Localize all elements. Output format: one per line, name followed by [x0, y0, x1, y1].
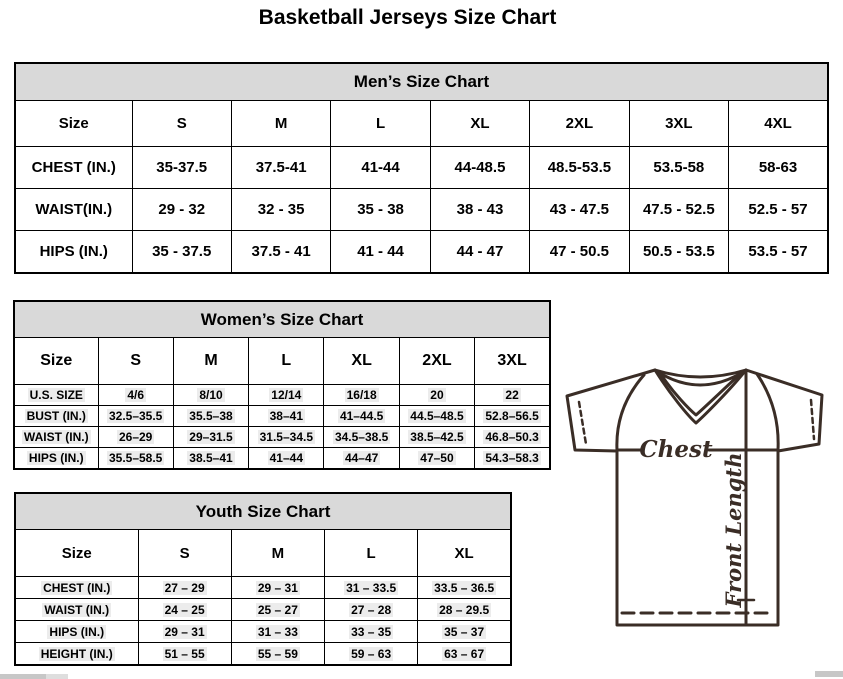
value-text: 38.5–42.5: [410, 430, 464, 444]
row-label-text: HIPS (IN.): [49, 624, 105, 639]
value-cell: [173, 385, 248, 406]
value-cell: 44-48.5: [430, 147, 529, 189]
value-cell: 58-63: [729, 147, 828, 189]
value-cell: 35 - 37.5: [132, 231, 231, 274]
value-cell: 44 - 47: [430, 231, 529, 274]
youth-table-title: Youth Size Chart: [15, 493, 511, 530]
column-header: XL: [324, 338, 399, 385]
column-header: S: [98, 338, 173, 385]
value-text: 8/10: [199, 388, 223, 402]
value-cell: 35-37.5: [132, 147, 231, 189]
row-label-text: HIPS (IN.): [28, 451, 84, 465]
value-text: 24 – 25: [164, 602, 205, 617]
value-cell: [98, 427, 173, 448]
scrollbar-corner-fragment[interactable]: [815, 671, 843, 677]
value-cell: [418, 577, 511, 599]
value-cell: [249, 385, 324, 406]
value-cell: 53.5-58: [629, 147, 728, 189]
table-row: [15, 621, 511, 643]
value-text: 35 – 37: [444, 624, 485, 639]
value-cell: 47 - 50.5: [530, 231, 629, 274]
value-cell: 48.5-53.5: [530, 147, 629, 189]
row-label: CHEST (IN.): [15, 147, 132, 189]
value-text: 44–47: [344, 451, 379, 465]
value-text: 12/14: [271, 388, 302, 402]
table-row: [14, 448, 550, 470]
value-text: 26–29: [118, 430, 153, 444]
value-text: 54.3–58.3: [485, 451, 539, 465]
value-cell: 50.5 - 53.5: [629, 231, 728, 274]
row-label: [15, 599, 138, 621]
value-cell: [475, 385, 550, 406]
value-cell: [98, 448, 173, 470]
value-cell: 47.5 - 52.5: [629, 189, 728, 231]
value-cell: [138, 599, 231, 621]
row-label: [15, 577, 138, 599]
value-cell: [138, 643, 231, 666]
column-header: M: [231, 530, 324, 577]
value-text: 20: [430, 388, 444, 402]
jersey-body-outline: [567, 370, 822, 625]
value-cell: [173, 427, 248, 448]
value-text: 41–44.5: [339, 409, 384, 423]
value-text: 32.5–35.5: [108, 409, 163, 423]
table-row: [15, 189, 828, 231]
table-title-row: [14, 301, 550, 338]
table-row: [14, 406, 550, 427]
value-text: 31 – 33.5: [346, 580, 397, 595]
value-cell: [325, 599, 418, 621]
value-cell: [324, 385, 399, 406]
column-header: L: [331, 101, 430, 147]
value-cell: [98, 385, 173, 406]
table-row: [14, 427, 550, 448]
value-text: 29 – 31: [164, 624, 205, 639]
value-cell: [249, 448, 324, 470]
table-row: [14, 385, 550, 406]
value-cell: [231, 621, 324, 643]
table-title-row: [15, 493, 511, 530]
left-sleeve-hem-dashed: [579, 402, 586, 444]
value-text: 4/6: [127, 388, 144, 402]
value-text: 16/18: [346, 388, 377, 402]
value-cell: 29 - 32: [132, 189, 231, 231]
value-text: 51 – 55: [164, 646, 205, 661]
value-cell: 41-44: [331, 147, 430, 189]
column-header: Size: [15, 530, 138, 577]
value-text: 27 – 28: [351, 602, 392, 617]
value-text: 46.8–50.3: [485, 430, 539, 444]
value-text: 25 – 27: [257, 602, 298, 617]
value-text: 55 – 59: [257, 646, 298, 661]
column-header: 2XL: [399, 338, 474, 385]
horizontal-scrollbar-thumb[interactable]: [0, 674, 46, 679]
value-text: 29 – 31: [257, 580, 298, 595]
value-text: 29–31.5: [189, 430, 233, 444]
value-cell: [249, 406, 324, 427]
row-label: [15, 643, 138, 666]
womens-size-table: [13, 300, 551, 470]
horizontal-scrollbar-track[interactable]: [46, 674, 68, 679]
chest-label: Chest: [639, 436, 713, 463]
value-cell: 32 - 35: [231, 189, 330, 231]
value-cell: 43 - 47.5: [530, 189, 629, 231]
womens-table-title: Women’s Size Chart: [14, 301, 550, 338]
value-cell: [475, 448, 550, 470]
front-length-label: Front Length: [721, 452, 746, 608]
row-label-text: HEIGHT (IN.): [40, 646, 113, 661]
value-cell: 38 - 43: [430, 189, 529, 231]
value-text: 38.5–41: [189, 451, 233, 465]
value-cell: [98, 406, 173, 427]
value-text: 47–50: [420, 451, 454, 465]
table-row: [15, 577, 511, 599]
row-label: [15, 621, 138, 643]
value-cell: [325, 577, 418, 599]
row-label-text: CHEST (IN.): [43, 580, 111, 595]
value-text: 44.5–48.5: [410, 409, 464, 423]
column-header: Size: [14, 338, 98, 385]
value-cell: [173, 406, 248, 427]
value-cell: [231, 577, 324, 599]
value-text: 38–41: [269, 409, 303, 423]
jersey-outline-icon: [558, 360, 843, 670]
value-cell: [324, 448, 399, 470]
value-cell: [324, 406, 399, 427]
table-row: [15, 231, 828, 274]
value-cell: 41 - 44: [331, 231, 430, 274]
table-row: [15, 599, 511, 621]
table-row: [15, 147, 828, 189]
value-text: 33 – 35: [351, 624, 392, 639]
value-cell: 35 - 38: [331, 189, 430, 231]
right-armhole-seam: [757, 374, 778, 450]
value-cell: [325, 643, 418, 666]
column-header: M: [231, 101, 330, 147]
value-cell: 37.5-41: [231, 147, 330, 189]
column-header-row: [14, 338, 550, 385]
column-header: 3XL: [629, 101, 728, 147]
value-text: 63 – 67: [444, 646, 485, 661]
column-header: M: [173, 338, 248, 385]
value-text: 28 – 29.5: [439, 602, 490, 617]
value-cell: [231, 599, 324, 621]
jersey-measurement-diagram: [558, 360, 843, 670]
value-cell: 52.5 - 57: [729, 189, 828, 231]
value-text: 31 – 33: [257, 624, 298, 639]
value-cell: [325, 621, 418, 643]
column-header: S: [138, 530, 231, 577]
column-header-row: [15, 101, 828, 147]
value-cell: [173, 448, 248, 470]
value-cell: 37.5 - 41: [231, 231, 330, 274]
value-cell: [399, 406, 474, 427]
page-title: Basketball Jerseys Size Chart: [258, 6, 557, 29]
row-label-text: U.S. SIZE: [29, 388, 83, 402]
table-title-row: [15, 63, 828, 101]
row-label-text: WAIST (IN.): [44, 602, 110, 617]
value-cell: [418, 599, 511, 621]
row-label: [14, 406, 98, 427]
value-cell: [475, 427, 550, 448]
right-sleeve-hem-dashed: [811, 400, 814, 439]
value-cell: [138, 577, 231, 599]
value-cell: [418, 643, 511, 666]
row-label: [14, 427, 98, 448]
collar-outer-arc: [655, 370, 746, 377]
value-text: 33.5 – 36.5: [434, 580, 495, 595]
value-text: 41–44: [269, 451, 303, 465]
mens-table-title: Men’s Size Chart: [15, 63, 828, 101]
value-cell: [138, 621, 231, 643]
value-cell: [475, 406, 550, 427]
value-text: 34.5–38.5: [334, 430, 389, 444]
value-cell: 53.5 - 57: [729, 231, 828, 274]
row-label: WAIST(IN.): [15, 189, 132, 231]
row-label: [14, 385, 98, 406]
value-cell: [399, 448, 474, 470]
row-label: HIPS (IN.): [15, 231, 132, 274]
column-header: 3XL: [475, 338, 550, 385]
value-cell: [324, 427, 399, 448]
mens-size-table: [14, 62, 829, 274]
column-header: XL: [430, 101, 529, 147]
table-row: [15, 643, 511, 666]
column-header: XL: [418, 530, 511, 577]
value-text: 27 – 29: [164, 580, 205, 595]
value-text: 35.5–38: [189, 409, 233, 423]
column-header: 4XL: [729, 101, 828, 147]
value-text: 31.5–34.5: [259, 430, 314, 444]
row-label: [14, 448, 98, 470]
column-header: S: [132, 101, 231, 147]
column-header: L: [325, 530, 418, 577]
youth-size-table: [14, 492, 512, 666]
value-cell: [399, 385, 474, 406]
value-text: 59 – 63: [351, 646, 392, 661]
column-header: L: [249, 338, 324, 385]
column-header: 2XL: [530, 101, 629, 147]
value-cell: [399, 427, 474, 448]
value-text: 22: [505, 388, 519, 402]
value-cell: [249, 427, 324, 448]
column-header-row: [15, 530, 511, 577]
value-text: 35.5–58.5: [108, 451, 163, 465]
value-text: 52.8–56.5: [485, 409, 539, 423]
value-cell: [418, 621, 511, 643]
row-label-text: BUST (IN.): [26, 409, 86, 423]
column-header: Size: [15, 101, 132, 147]
row-label-text: WAIST (IN.): [23, 430, 89, 444]
value-cell: [231, 643, 324, 666]
